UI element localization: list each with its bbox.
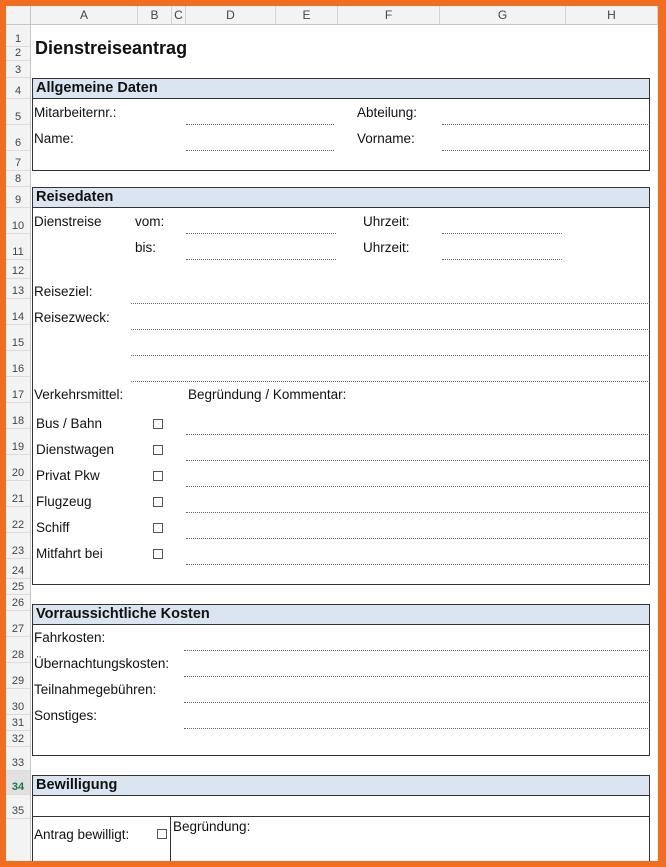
row-header-8[interactable]: 8 (6, 171, 30, 187)
bewilligung-divider (32, 816, 650, 817)
field-sonstiges[interactable] (184, 728, 650, 729)
option-checkbox[interactable] (153, 549, 163, 559)
field-mitarbeiternr[interactable] (186, 124, 334, 125)
option-comment-field[interactable] (186, 512, 650, 513)
spreadsheet (6, 6, 658, 861)
row-header-12[interactable]: 12 (6, 260, 30, 279)
option-checkbox[interactable] (153, 497, 163, 507)
column-header-g[interactable]: G (440, 6, 566, 24)
label-sonstiges: Sonstiges: (34, 708, 98, 723)
label-uhrzeit-von: Uhrzeit: (363, 214, 410, 229)
column-header-row (6, 6, 658, 25)
label-vorname: Vorname: (357, 131, 415, 146)
option-label: Bus / Bahn (36, 416, 103, 431)
bewilligung-column-divider (170, 816, 171, 861)
field-uhrzeit-bis[interactable] (442, 259, 562, 260)
label-dienstreise: Dienstreise (34, 214, 102, 229)
field-reisezweck-1[interactable] (131, 329, 650, 330)
column-header-c[interactable]: C (172, 6, 186, 24)
option-checkbox[interactable] (153, 471, 163, 481)
column-header-e[interactable]: E (276, 6, 338, 24)
field-reiseziel[interactable] (131, 303, 650, 304)
row-header-26[interactable]: 26 (6, 595, 30, 611)
column-header-b[interactable]: B (138, 6, 172, 24)
checkbox-antrag-bewilligt[interactable] (157, 829, 167, 839)
section-header-reisedaten (32, 187, 650, 208)
row-header-28[interactable]: 28 (6, 637, 30, 663)
label-name: Name: (34, 131, 74, 146)
row-header-31[interactable]: 31 (6, 715, 30, 731)
label-uebernachtungskosten: Übernachtungskosten: (34, 656, 170, 671)
row-header-19[interactable]: 19 (6, 429, 30, 455)
row-header-25[interactable]: 25 (6, 579, 30, 595)
row-header-23[interactable]: 23 (6, 533, 30, 559)
field-uebernachtungskosten[interactable] (184, 676, 650, 677)
row-header-33[interactable]: 33 (6, 747, 30, 771)
row-header-30[interactable]: 30 (6, 689, 30, 715)
row-header-column (6, 25, 31, 861)
option-label: Flugzeug (36, 494, 92, 509)
section-header-bewilligung (32, 775, 650, 796)
section-title: Vorraussichtliche Kosten (36, 606, 210, 622)
option-comment-field[interactable] (186, 564, 650, 565)
option-checkbox[interactable] (153, 419, 163, 429)
section-header-kosten (32, 604, 650, 625)
label-reisezweck: Reisezweck: (34, 310, 110, 325)
section-title: Reisedaten (36, 189, 114, 205)
row-header-18[interactable]: 18 (6, 403, 30, 429)
field-vom[interactable] (186, 233, 336, 234)
row-header-14[interactable]: 14 (6, 299, 30, 325)
page-title: Dienstreiseantrag (35, 38, 188, 58)
row-header-17[interactable]: 17 (6, 377, 30, 403)
row-header-27[interactable]: 27 (6, 611, 30, 637)
option-checkbox[interactable] (153, 445, 163, 455)
option-comment-field[interactable] (186, 486, 650, 487)
label-mitarbeiternr: Mitarbeiternr.: (34, 105, 117, 120)
label-bis: bis: (135, 240, 157, 255)
row-header-11[interactable]: 11 (6, 234, 30, 260)
option-comment-field[interactable] (186, 460, 650, 461)
row-header-20[interactable]: 20 (6, 455, 30, 481)
label-uhrzeit-bis: Uhrzeit: (363, 240, 410, 255)
row-header-5[interactable]: 5 (6, 99, 30, 125)
section-title: Bewilligung (36, 777, 118, 793)
section-header-allgemeine-daten (32, 78, 650, 99)
label-reiseziel: Reiseziel: (34, 284, 93, 299)
option-comment-field[interactable] (186, 538, 650, 539)
row-header-29[interactable]: 29 (6, 663, 30, 689)
row-header-24[interactable]: 24 (6, 559, 30, 579)
column-header-h[interactable]: H (566, 6, 658, 24)
field-uhrzeit-von[interactable] (442, 233, 562, 234)
option-label: Mitfahrt bei (36, 546, 103, 561)
column-header-f[interactable]: F (338, 6, 440, 24)
column-header-d[interactable]: D (186, 6, 276, 24)
row-header-16[interactable]: 16 (6, 351, 30, 377)
field-teilnahmegebuehren[interactable] (184, 702, 650, 703)
row-header-6[interactable]: 6 (6, 125, 30, 151)
section-title: Allgemeine Daten (36, 80, 158, 96)
field-vorname[interactable] (442, 150, 650, 151)
row-header-13[interactable]: 13 (6, 279, 30, 299)
label-begruendung-kommentar: Begründung / Kommentar: (188, 387, 347, 402)
row-header-10[interactable]: 10 (6, 208, 30, 234)
field-reisezweck-2[interactable] (131, 355, 650, 356)
label-verkehrsmittel: Verkehrsmittel: (34, 387, 124, 402)
label-fahrkosten: Fahrkosten: (34, 630, 106, 645)
row-header-22[interactable]: 22 (6, 507, 30, 533)
label-antrag-bewilligt: Antrag bewilligt: (34, 827, 130, 842)
row-header-32[interactable]: 32 (6, 731, 30, 747)
label-bewilligung-begruendung: Begründung: (173, 819, 251, 834)
field-reisezweck-3[interactable] (131, 381, 650, 382)
row-header-15[interactable]: 15 (6, 325, 30, 351)
option-comment-field[interactable] (186, 434, 650, 435)
row-header-34[interactable]: 34 (6, 771, 30, 795)
option-label: Dienstwagen (36, 442, 115, 457)
row-header-21[interactable]: 21 (6, 481, 30, 507)
field-bis[interactable] (186, 259, 336, 260)
column-header-a[interactable]: A (31, 6, 138, 24)
row-header-9[interactable]: 9 (6, 187, 30, 208)
row-header-3[interactable]: 3 (6, 61, 30, 78)
option-label: Privat Pkw (36, 468, 100, 483)
row-header-7[interactable]: 7 (6, 151, 30, 171)
label-vom: vom: (135, 214, 165, 229)
row-header-35[interactable]: 35 (6, 795, 30, 819)
row-header-4[interactable]: 4 (6, 78, 30, 99)
field-name[interactable] (186, 150, 334, 151)
option-label: Schiff (36, 520, 70, 535)
row-header-1[interactable]: 1 (6, 25, 30, 47)
section-box-allgemeine-daten (32, 99, 650, 171)
label-abteilung: Abteilung: (357, 105, 418, 120)
select-all-corner[interactable] (6, 6, 31, 24)
label-teilnahmegebuehren: Teilnahmegebühren: (34, 682, 157, 697)
option-checkbox[interactable] (153, 523, 163, 533)
field-fahrkosten[interactable] (184, 650, 650, 651)
field-abteilung[interactable] (442, 124, 650, 125)
row-header-2[interactable]: 2 (6, 47, 30, 61)
